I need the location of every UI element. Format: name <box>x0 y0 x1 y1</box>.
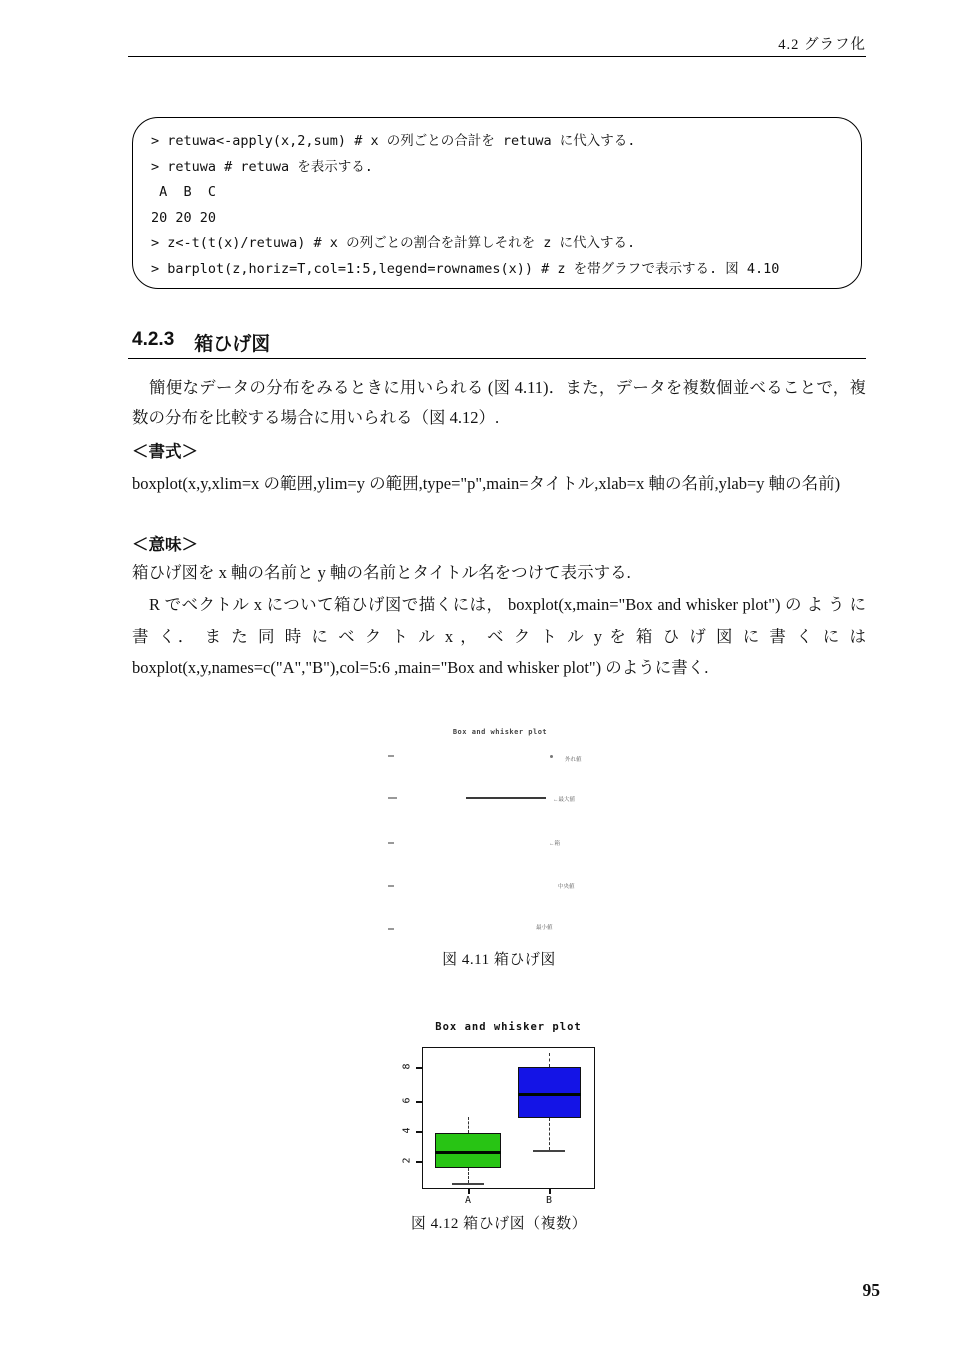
box-a-green <box>435 1133 501 1168</box>
median-line <box>466 797 546 799</box>
figure-4-11-title: Box and whisker plot <box>452 728 548 736</box>
y-tick-mark <box>416 1101 422 1103</box>
code-line: > barplot(z,horiz=T,col=1:5,legend=rownames(x)) # z を帯グラフで表示する. 図 4.10 <box>151 260 780 277</box>
figure-4-12-title: Box and whisker plot <box>435 1021 582 1033</box>
y-tick-mark <box>388 928 394 930</box>
y-tick-mark <box>416 1067 422 1069</box>
median-line-a <box>435 1151 501 1154</box>
boxplot-annotation: ←最大値 <box>553 797 576 803</box>
median-line-b <box>518 1093 581 1096</box>
whisker-lower-a <box>468 1168 469 1183</box>
boxplot-annotation: 中央値 <box>558 884 575 890</box>
y-tick-label: 2 <box>401 1157 413 1164</box>
section-heading <box>132 329 270 356</box>
y-tick-mark <box>388 797 397 799</box>
section-heading-rule <box>128 358 866 359</box>
whisker-cap-b <box>533 1150 565 1152</box>
y-tick-mark <box>416 1131 422 1133</box>
code-line: > retuwa<-apply(x,2,sum) # x の列ごとの合計を retuwa に代入する. <box>151 133 636 149</box>
meaning-label: ＜意味＞ <box>132 536 198 554</box>
whisker-lower-b <box>549 1118 550 1150</box>
x-tick-label: B <box>545 1195 553 1206</box>
format-body: boxplot(x,y,xlim=x の範囲,ylim=y の範囲,type="p",main=タイトル,xlab=x 軸の名前,ylab=y 軸の名前) <box>132 474 841 493</box>
boxplot-annotation: 最小値 <box>536 925 553 931</box>
y-tick-label: 4 <box>401 1127 413 1134</box>
code-line: > z<-t(t(x)/retuwa) # x の列ごとの割合を計算しそれを z に代入する. <box>151 235 636 252</box>
figure-4-11-caption: 図 4.11 箱ひげ図 <box>442 952 556 968</box>
code-line: > retuwa # retuwa を表示する. <box>151 158 373 175</box>
intro-paragraph: 簡便なデータの分布をみるときに用いられる (図 4.11)．また，データを複数個並べることで，複数の分布を比較する場合に用いられる（図 4.12）. <box>132 378 866 427</box>
figure-4-11-boxplot <box>378 722 622 944</box>
whisker-cap-a <box>452 1183 484 1185</box>
header-rule <box>128 56 866 57</box>
y-tick-label: 8 <box>401 1063 413 1070</box>
x-tick-mark <box>468 1189 470 1194</box>
x-tick-mark <box>549 1189 551 1194</box>
code-line: A B C <box>151 184 217 201</box>
figure-4-12-caption: 図 4.12 箱ひげ図（複数） <box>410 1216 588 1232</box>
page-number: 95 <box>862 1280 880 1300</box>
section-title: 箱ひげ図 <box>194 334 271 355</box>
y-tick-mark <box>388 885 394 887</box>
usage-paragraph: R でベクトル x について箱ひげ図で描くには， boxplot(x,main="Box and whisker plot") の よ う に 書 く． ま た 同 時 に ベ ク ト ル x ， ベ ク ト ル y を 箱 ひ げ 図 に 書 く に は boxplot(x,y,names=c("A","B"),col=5:6 ,main="Box and whisker plot") のように書く. <box>132 595 866 677</box>
y-tick-label: 6 <box>401 1097 413 1104</box>
boxplot-annotation: ←箱 <box>549 841 561 847</box>
meaning-body: 箱ひげ図を x 軸の名前と y 軸の名前とタイトル名をつけて表示する. <box>132 563 631 582</box>
box-b-blue <box>518 1067 581 1118</box>
whisker-upper-b <box>549 1053 550 1067</box>
code-box <box>132 117 862 289</box>
whisker-upper-a <box>468 1117 469 1133</box>
format-label: ＜書式＞ <box>132 443 198 461</box>
boxplot-annotation: 外れ値 <box>565 757 582 763</box>
y-tick-mark <box>388 842 394 844</box>
y-tick-mark <box>416 1161 422 1163</box>
x-tick-label: A <box>464 1195 472 1206</box>
y-tick-mark <box>388 755 394 757</box>
figure-4-12-boxplot <box>395 1018 625 1210</box>
running-header: 4.2 グラフ化 <box>778 37 866 53</box>
code-line: 20 20 20 <box>151 209 217 226</box>
outlier-point <box>550 755 553 758</box>
section-number: 4.2.3 <box>132 329 175 350</box>
